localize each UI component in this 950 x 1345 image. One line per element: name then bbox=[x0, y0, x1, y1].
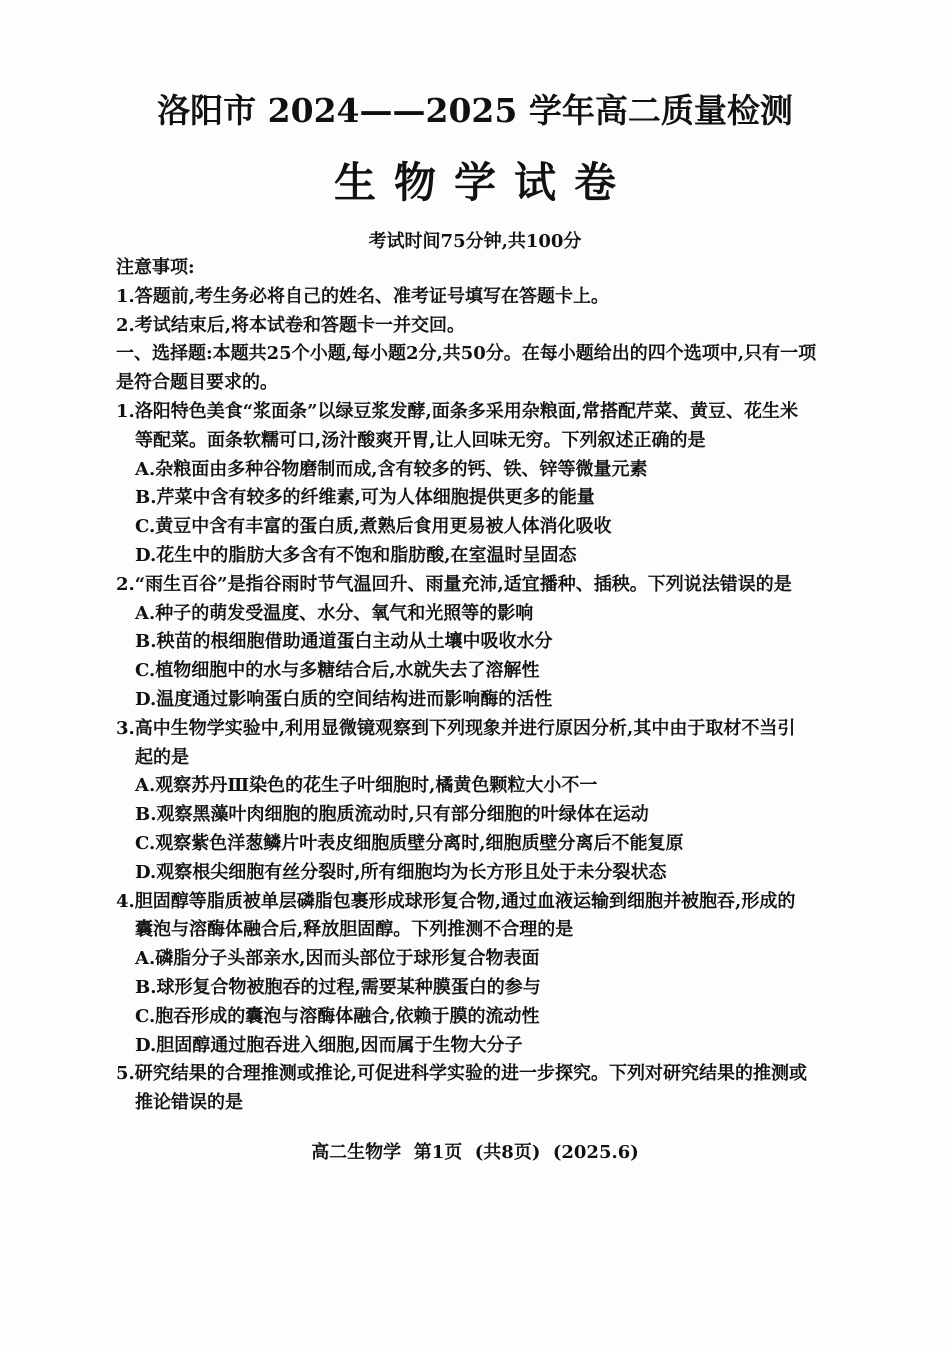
option-c: C.观察紫色洋葱鳞片叶表皮细胞质壁分离时,细胞质壁分离后不能复原 bbox=[135, 832, 684, 854]
option-b: B.观察黑藻叶肉细胞的胞质流动时,只有部分细胞的叶绿体在运动 bbox=[135, 804, 649, 826]
question-stem: 起的是 bbox=[135, 746, 189, 768]
question-stem: 推论错误的是 bbox=[135, 1092, 243, 1114]
option-d: D.观察根尖细胞有丝分裂时,所有细胞均为长方形且处于未分裂状态 bbox=[135, 861, 667, 883]
notice-item: 2.考试结束后,将本试卷和答题卡一并交回。 bbox=[116, 314, 466, 336]
question-stem: 4.胆固醇等脂质被单层磷脂包裹形成球形复合物,通过血液运输到细胞并被胞吞,形成的 bbox=[116, 890, 796, 912]
question-3 bbox=[116, 715, 846, 888]
option-b: B.芹菜中含有较多的纤维素,可为人体细胞提供更多的能量 bbox=[135, 487, 595, 509]
page-footer: 高二生物学 第1页 (共8页) (2025.6) bbox=[311, 1142, 639, 1163]
question-stem: 等配菜。面条软糯可口,汤汁酸爽开胃,让人回味无穷。下列叙述正确的是 bbox=[135, 429, 706, 451]
exam-title: 洛阳市 2024——2025 学年高二质量检测 bbox=[157, 91, 793, 130]
notice-heading: 注意事项: bbox=[116, 257, 195, 278]
section-heading-line: 是符合题目要求的。 bbox=[116, 372, 278, 394]
option-d: D.花生中的脂肪大多含有不饱和脂肪酸,在室温时呈固态 bbox=[135, 544, 577, 566]
question-stem: 1.洛阳特色美食“浆面条”以绿豆浆发酵,面条多采用杂粮面,常搭配芹菜、黄豆、花生米 bbox=[116, 400, 799, 422]
option-a: A.观察苏丹Ⅲ染色的花生子叶细胞时,橘黄色颗粒大小不一 bbox=[135, 775, 598, 797]
option-d: D.胆固醇通过胞吞进入细胞,因而属于生物大分子 bbox=[135, 1034, 523, 1056]
option-a: A.种子的萌发受温度、水分、氧气和光照等的影响 bbox=[135, 602, 534, 624]
option-a: A.磷脂分子头部亲水,因而头部位于球形复合物表面 bbox=[135, 948, 540, 970]
exam-info: 考试时间75分钟,共100分 bbox=[368, 231, 582, 252]
question-1 bbox=[116, 398, 846, 571]
question-4 bbox=[116, 888, 846, 1061]
exam-content bbox=[116, 254, 846, 1118]
section-heading-line: 一、选择题:本题共25个小题,每小题2分,共50分。在每小题给出的四个选项中,只有一项 bbox=[116, 343, 817, 365]
option-c: C.胞吞形成的囊泡与溶酶体融合,依赖于膜的流动性 bbox=[135, 1005, 540, 1027]
question-2 bbox=[116, 571, 846, 715]
question-stem: 2.“雨生百谷”是指谷雨时节气温回升、雨量充沛,适宜播种、插秧。下列说法错误的是 bbox=[116, 573, 792, 595]
question-stem: 囊泡与溶酶体融合后,释放胆固醇。下列推测不合理的是 bbox=[135, 919, 574, 941]
option-c: C.植物细胞中的水与多糖结合后,水就失去了溶解性 bbox=[135, 660, 540, 682]
option-b: B.球形复合物被胞吞的过程,需要某种膜蛋白的参与 bbox=[135, 976, 541, 998]
question-5 bbox=[116, 1060, 846, 1118]
question-stem: 3.高中生物学实验中,利用显微镜观察到下列现象并进行原因分析,其中由于取材不当引 bbox=[116, 717, 796, 739]
question-stem: 5.研究结果的合理推测或推论,可促进科学实验的进一步探究。下列对研究结果的推测或 bbox=[116, 1063, 808, 1085]
subject-title: 生物学试卷 bbox=[333, 158, 634, 207]
option-d: D.温度通过影响蛋白质的空间结构进而影响酶的活性 bbox=[135, 688, 553, 710]
notice-item: 1.答题前,考生务必将自己的姓名、准考证号填写在答题卡上。 bbox=[116, 285, 610, 307]
option-a: A.杂粮面由多种谷物磨制而成,含有较多的钙、铁、锌等微量元素 bbox=[135, 458, 648, 480]
option-b: B.秧苗的根细胞借助通道蛋白主动从土壤中吸收水分 bbox=[135, 631, 553, 653]
option-c: C.黄豆中含有丰富的蛋白质,煮熟后食用更易被人体消化吸收 bbox=[135, 516, 612, 538]
